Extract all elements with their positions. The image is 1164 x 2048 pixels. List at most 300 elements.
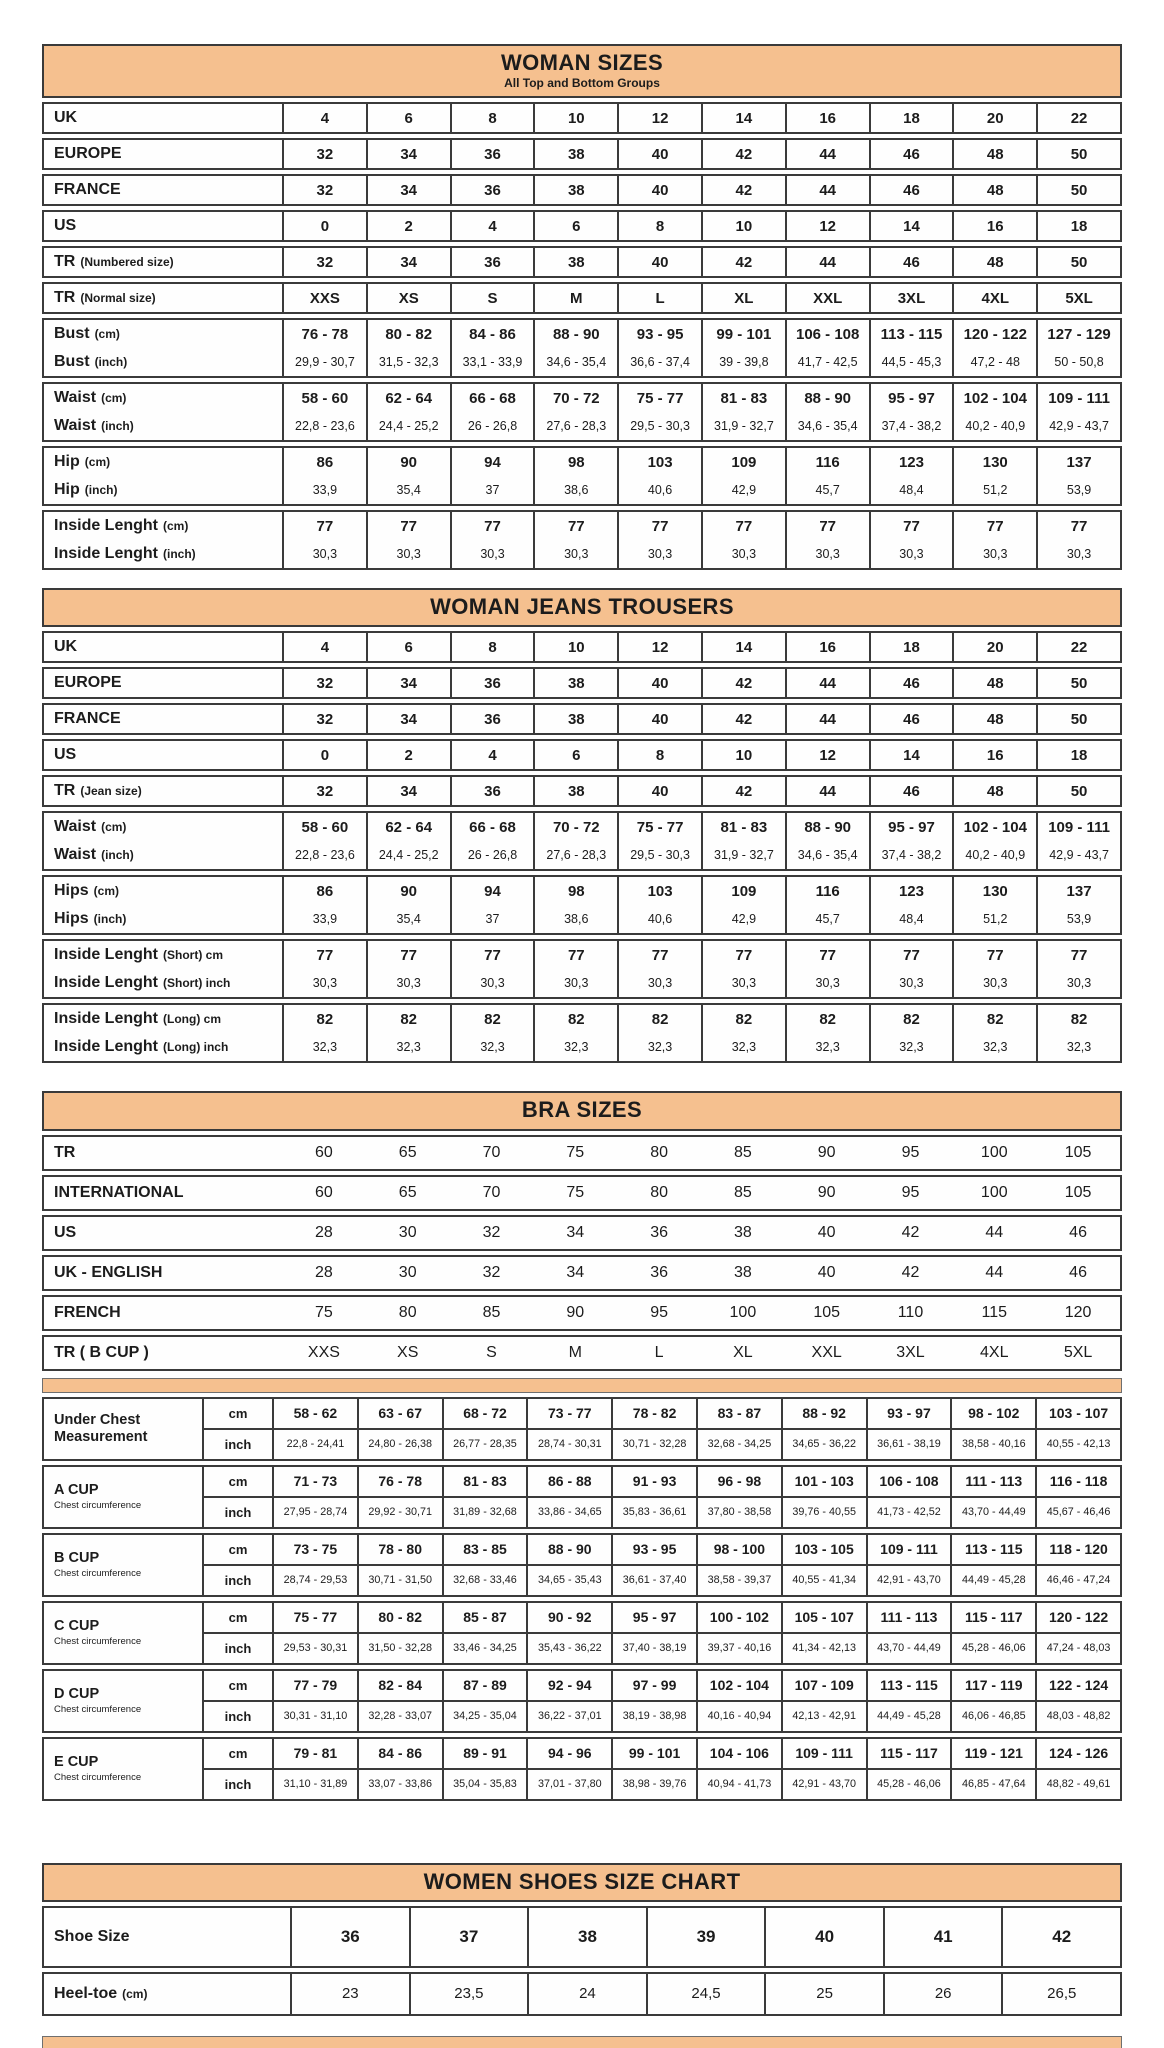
size-cell: 120 - 122 <box>952 320 1036 348</box>
size-cell: 10 <box>533 104 617 132</box>
size-cell: 115 <box>981 1303 1008 1321</box>
size-row-group <box>42 1003 1122 1063</box>
size-cell: 45,7 <box>785 476 869 504</box>
size-cell: 111 - 113 <box>950 1467 1035 1496</box>
row-label-text: Inside Lenght <box>54 517 158 535</box>
size-cell: 85 <box>733 1143 752 1161</box>
size-cell: 89 - 91 <box>442 1739 527 1768</box>
size-cell: 82 <box>1036 1005 1120 1033</box>
row-label-text: TR <box>54 782 76 800</box>
size-cell: 32 <box>282 669 366 697</box>
size-cell: 36,61 - 38,19 <box>866 1430 951 1459</box>
size-cell: 8 <box>617 212 701 240</box>
size-cell: 50 <box>1036 176 1120 204</box>
size-cell: 45,28 - 46,06 <box>866 1770 951 1799</box>
size-cell: 80 <box>650 1143 668 1161</box>
size-cell: 86 <box>282 448 366 476</box>
row-label-text: Bust <box>54 325 90 343</box>
cup-label <box>44 1671 202 1731</box>
size-row-group <box>42 1255 1122 1291</box>
size-cell: 16 <box>785 104 869 132</box>
row-label <box>44 140 282 168</box>
size-cell: 46 <box>869 248 953 276</box>
size-cell: 32,3 <box>701 1033 785 1061</box>
size-row-group <box>42 811 1122 871</box>
size-cell: 124 - 126 <box>1035 1739 1120 1768</box>
row-label-text: EUROPE <box>54 145 122 163</box>
size-cell: 28,74 - 30,31 <box>526 1430 611 1459</box>
row-label <box>44 412 282 440</box>
size-cell: 36 <box>650 1223 668 1241</box>
table-row <box>44 104 1120 132</box>
size-cell: 30,3 <box>450 540 534 568</box>
size-cell: 118 - 120 <box>1035 1535 1120 1564</box>
table-row <box>44 140 1120 168</box>
size-cell: 40 <box>617 140 701 168</box>
size-cell: 58 - 60 <box>282 813 366 841</box>
cup-row <box>202 1632 1120 1663</box>
size-cell: 30,31 - 31,10 <box>272 1702 357 1731</box>
bra-sizes-table <box>42 1091 1122 1800</box>
size-cell: 76 - 78 <box>282 320 366 348</box>
size-cell: 36 <box>450 777 534 805</box>
row-label-text: US <box>54 217 77 235</box>
size-cell: 40 <box>617 669 701 697</box>
row-label <box>44 1974 290 2014</box>
size-cell: 117 - 119 <box>950 1671 1035 1700</box>
size-cell: 58 - 62 <box>272 1399 357 1428</box>
size-cell: 32,3 <box>785 1033 869 1061</box>
size-cell: 98 <box>533 448 617 476</box>
size-cell: 48 <box>952 705 1036 733</box>
table-row <box>44 841 1120 869</box>
row-label-note: (inch) <box>94 355 128 370</box>
size-cell: 33,9 <box>282 476 366 504</box>
size-cell: 99 - 101 <box>611 1739 696 1768</box>
size-cell: 26 - 26,8 <box>450 412 534 440</box>
size-cell: 51,2 <box>952 905 1036 933</box>
cup-label <box>44 1399 202 1459</box>
row-label-note: (cm) <box>93 884 120 899</box>
size-cell: 30,3 <box>1036 969 1120 997</box>
size-cell: 40 <box>817 1223 836 1241</box>
table-row <box>44 476 1120 504</box>
size-cell: 80 - 82 <box>357 1603 442 1632</box>
cup-label-text: E CUP <box>54 1753 99 1770</box>
row-label-note: (cm) <box>94 327 120 342</box>
size-cell: 40 <box>617 705 701 733</box>
row-label <box>44 1908 290 1966</box>
size-cell: 86 <box>282 877 366 905</box>
size-cell: 44 <box>785 777 869 805</box>
size-cell: 97 - 99 <box>611 1671 696 1700</box>
size-cell: 30,3 <box>869 969 953 997</box>
size-cell: 42 <box>701 705 785 733</box>
row-label <box>44 284 282 312</box>
size-cell: 109 - 111 <box>1036 384 1120 412</box>
size-row-group <box>42 939 1122 999</box>
cup-sublabel: Chest circumference <box>54 1636 142 1648</box>
size-cell: XXS <box>282 284 366 312</box>
size-cell: 8 <box>450 633 534 661</box>
size-cell: 18 <box>869 104 953 132</box>
row-label <box>44 348 282 376</box>
size-cell: 103 - 105 <box>781 1535 866 1564</box>
size-cell: 44 <box>785 248 869 276</box>
row-label-text: Inside Lenght <box>54 545 158 563</box>
size-cell: 16 <box>785 633 869 661</box>
size-cell: 42 <box>701 669 785 697</box>
table-row <box>44 1137 1120 1169</box>
size-cell: 46,46 - 47,24 <box>1035 1566 1120 1595</box>
size-cell: 70 - 72 <box>533 813 617 841</box>
size-cell: 40 <box>817 1263 836 1281</box>
size-cell: 95 - 97 <box>869 813 953 841</box>
cup-row <box>202 1603 1120 1632</box>
size-cell: 6 <box>533 212 617 240</box>
row-label <box>44 448 282 476</box>
size-cell: 62 - 64 <box>366 813 450 841</box>
size-cell: 12 <box>617 104 701 132</box>
size-row-group <box>42 775 1122 807</box>
size-cell: 103 <box>617 448 701 476</box>
table-row <box>44 969 1120 997</box>
size-row-group <box>42 1335 1122 1371</box>
row-label <box>44 905 282 933</box>
row-label-text: UK <box>54 638 78 656</box>
size-cell: 91 - 93 <box>611 1467 696 1496</box>
size-cell: 23,5 <box>409 1974 528 2014</box>
size-cell: 38 <box>533 669 617 697</box>
size-cell: 48 <box>952 176 1036 204</box>
size-cell: 93 - 97 <box>866 1399 951 1428</box>
size-cell: 35,83 - 36,61 <box>611 1498 696 1527</box>
size-cell: 34,65 - 36,22 <box>781 1430 866 1459</box>
table-row <box>44 1033 1120 1061</box>
size-row-group <box>42 246 1122 278</box>
size-cell: 26 <box>883 1974 1002 2014</box>
size-cell: 34 <box>366 176 450 204</box>
bra-header <box>42 1091 1122 1130</box>
size-cell: 50 <box>1036 777 1120 805</box>
size-cell: 37,4 - 38,2 <box>869 841 953 869</box>
size-cell: 77 <box>533 941 617 969</box>
row-label <box>44 813 282 841</box>
size-cell: 30,3 <box>785 540 869 568</box>
row-label <box>44 248 282 276</box>
row-label <box>44 841 282 869</box>
row-label <box>44 877 282 905</box>
bra-cup-group <box>42 1397 1122 1461</box>
size-row-group <box>42 631 1122 663</box>
size-cell: 95 <box>901 1143 920 1161</box>
cup-row <box>202 1535 1120 1564</box>
size-cell: 82 <box>450 1005 534 1033</box>
unit-label: cm <box>202 1671 272 1700</box>
row-label-text: Hips <box>54 882 89 900</box>
cup-row <box>202 1399 1120 1428</box>
row-label-note: (cm) <box>163 519 189 534</box>
row-label <box>44 669 282 697</box>
size-cell: 82 <box>869 1005 953 1033</box>
row-label-note: (Normal size) <box>80 291 156 306</box>
size-cell: 18 <box>1036 741 1120 769</box>
size-cell: 18 <box>1036 212 1120 240</box>
jeans-trousers-table <box>42 588 1122 1063</box>
size-cell: 34 <box>366 705 450 733</box>
size-cell: 14 <box>701 633 785 661</box>
size-cell: 94 <box>450 877 534 905</box>
size-cell: 32,68 - 33,46 <box>442 1566 527 1595</box>
size-cell: 36 <box>450 705 534 733</box>
bra-cups-body <box>42 1397 1122 1801</box>
size-cell: 105 - 107 <box>781 1603 866 1632</box>
unit-label: inch <box>202 1430 272 1459</box>
size-cell: 90 <box>566 1303 585 1321</box>
size-cell: 37 <box>409 1908 528 1966</box>
size-cell: 40 <box>617 777 701 805</box>
size-cell: 77 <box>617 512 701 540</box>
table-row <box>44 540 1120 568</box>
size-cell: 31,9 - 32,7 <box>701 841 785 869</box>
table-row <box>44 320 1120 348</box>
size-cell: 70 - 72 <box>533 384 617 412</box>
size-cell: 105 <box>1064 1143 1092 1161</box>
size-cell: 14 <box>869 741 953 769</box>
size-cell: 130 <box>952 448 1036 476</box>
size-cell: 29,9 - 30,7 <box>282 348 366 376</box>
cup-sublabel: Chest circumference <box>54 1704 142 1716</box>
size-cell: 66 - 68 <box>450 813 534 841</box>
size-cell: 100 - 102 <box>696 1603 781 1632</box>
row-label-text: TR <box>54 1143 76 1161</box>
row-label <box>44 941 282 969</box>
size-row-group <box>42 703 1122 735</box>
unit-label: inch <box>202 1634 272 1663</box>
row-label-text: Inside Lenght <box>54 974 158 992</box>
size-cell: 94 - 96 <box>526 1739 611 1768</box>
row-label <box>44 1005 282 1033</box>
size-cell: 36,6 - 37,4 <box>617 348 701 376</box>
size-cell: 42,91 - 43,70 <box>866 1566 951 1595</box>
size-cell: 38 <box>533 176 617 204</box>
size-cell: 46 <box>869 705 953 733</box>
size-cell: 85 - 87 <box>442 1603 527 1632</box>
size-cell: 90 <box>366 877 450 905</box>
size-cell: 34,6 - 35,4 <box>785 412 869 440</box>
size-cell: 29,53 - 30,31 <box>272 1634 357 1663</box>
size-cell: 35,43 - 36,22 <box>526 1634 611 1663</box>
size-cell: 3XL <box>869 284 953 312</box>
cup-rows <box>202 1467 1120 1527</box>
size-row-group <box>42 739 1122 771</box>
size-cell: 116 <box>785 448 869 476</box>
size-cell: 90 - 92 <box>526 1603 611 1632</box>
table-row <box>44 941 1120 969</box>
size-cell: 22 <box>1036 104 1120 132</box>
size-cell: 42 <box>1001 1908 1120 1966</box>
size-cell: 34 <box>366 248 450 276</box>
size-cell: 95 - 97 <box>611 1603 696 1632</box>
size-cell: 36 <box>450 669 534 697</box>
row-label-text: TR <box>54 253 76 271</box>
size-cell: 10 <box>701 212 785 240</box>
size-cell: 8 <box>450 104 534 132</box>
size-cell: 109 <box>701 877 785 905</box>
size-cell: 98 - 100 <box>696 1535 781 1564</box>
size-cell: 37,80 - 38,58 <box>696 1498 781 1527</box>
size-cell: 93 - 95 <box>611 1535 696 1564</box>
size-cell: S <box>450 284 534 312</box>
row-label-text: Heel-toe <box>54 1984 118 2002</box>
size-cell: 34 <box>566 1263 585 1281</box>
unit-label: inch <box>202 1702 272 1731</box>
size-cell: 77 <box>1036 512 1120 540</box>
size-cell: 32,3 <box>952 1033 1036 1061</box>
size-cell: 44 <box>785 176 869 204</box>
size-cell: 42,91 - 43,70 <box>781 1770 866 1799</box>
size-cell: 25 <box>764 1974 883 2014</box>
size-cell: 102 - 104 <box>952 813 1036 841</box>
size-cell: 82 <box>533 1005 617 1033</box>
size-cell: 28 <box>315 1223 333 1241</box>
size-cell: 38,58 - 40,16 <box>950 1430 1035 1459</box>
size-cell: 32,28 - 33,07 <box>357 1702 442 1731</box>
size-cell: 36 <box>450 176 534 204</box>
cup-row <box>202 1739 1120 1768</box>
unit-label: inch <box>202 1566 272 1595</box>
row-label-text: Inside Lenght <box>54 1038 158 1056</box>
size-cell: 40,6 <box>617 476 701 504</box>
row-label-text: US <box>54 746 77 764</box>
size-row-group <box>42 1135 1122 1171</box>
cup-label <box>44 1467 202 1527</box>
size-cell: 36 <box>450 140 534 168</box>
size-cell: 116 <box>785 877 869 905</box>
bra-band-body <box>42 1135 1122 1371</box>
size-cell: 84 - 86 <box>450 320 534 348</box>
size-cell: 100 <box>980 1183 1008 1201</box>
size-cell: 40,2 - 40,9 <box>952 412 1036 440</box>
size-cell: 30,3 <box>366 540 450 568</box>
cup-label-text: A CUP <box>54 1481 99 1498</box>
size-cell: 26,5 <box>1001 1974 1120 2014</box>
size-cell: 77 <box>617 941 701 969</box>
size-cell: 90 <box>366 448 450 476</box>
size-cell: 38 <box>527 1908 646 1966</box>
woman-sizes-header <box>42 44 1122 98</box>
size-cell: 68 - 72 <box>442 1399 527 1428</box>
row-label-text: EUROPE <box>54 674 122 692</box>
size-row-group <box>42 875 1122 935</box>
size-cell: 109 - 111 <box>1036 813 1120 841</box>
table-row <box>44 633 1120 661</box>
size-cell: 38,58 - 39,37 <box>696 1566 781 1595</box>
size-cell: 42,9 <box>701 905 785 933</box>
size-cell: 32 <box>282 705 366 733</box>
size-cell: 46,06 - 46,85 <box>950 1702 1035 1731</box>
size-cell: L <box>654 1343 664 1361</box>
size-cell: 36 <box>650 1263 668 1281</box>
size-cell: 36 <box>290 1908 409 1966</box>
size-cell: XXL <box>811 1343 842 1361</box>
size-cell: 82 <box>366 1005 450 1033</box>
row-label <box>44 176 282 204</box>
jeans-header <box>42 588 1122 627</box>
size-cell: 44,49 - 45,28 <box>866 1702 951 1731</box>
size-cell: 24,4 - 25,2 <box>366 841 450 869</box>
size-cell: 40 <box>764 1908 883 1966</box>
size-cell: 30 <box>398 1263 417 1281</box>
size-cell: 36,22 - 37,01 <box>526 1702 611 1731</box>
size-cell: 30,3 <box>617 540 701 568</box>
size-cell: 30,3 <box>1036 540 1120 568</box>
size-cell: 123 <box>869 448 953 476</box>
shoes-body <box>42 1906 1122 2016</box>
size-cell: 4 <box>282 633 366 661</box>
size-cell: 109 - 111 <box>781 1739 866 1768</box>
size-cell: 38 <box>533 140 617 168</box>
size-cell: 33,46 - 34,25 <box>442 1634 527 1663</box>
size-cell: 31,9 - 32,7 <box>701 412 785 440</box>
size-cell: 88 - 90 <box>785 813 869 841</box>
size-cell: 109 - 111 <box>866 1535 951 1564</box>
row-label-note: (inch) <box>163 547 196 562</box>
size-cell: 60 <box>315 1183 333 1201</box>
size-cell: 30,71 - 32,28 <box>611 1430 696 1459</box>
size-cell: 8 <box>617 741 701 769</box>
size-cell: 30,3 <box>617 969 701 997</box>
row-label <box>44 540 282 568</box>
row-label-note: (Jean size) <box>80 784 142 799</box>
size-cell: 53,9 <box>1036 905 1120 933</box>
size-cell: 42,9 - 43,7 <box>1036 841 1120 869</box>
size-cell: 16 <box>952 741 1036 769</box>
cup-row <box>202 1671 1120 1700</box>
row-label <box>44 1033 282 1061</box>
size-cell: 41,7 - 42,5 <box>785 348 869 376</box>
row-label <box>44 512 282 540</box>
size-cell: 137 <box>1036 877 1120 905</box>
size-cell: 120 <box>1064 1303 1092 1321</box>
table-row <box>44 1005 1120 1033</box>
size-cell: 48,4 <box>869 476 953 504</box>
size-cell: 48 <box>952 248 1036 276</box>
size-cell: 73 - 77 <box>526 1399 611 1428</box>
size-cell: 28 <box>315 1263 333 1281</box>
shoes-title: WOMEN SHOES SIZE CHART <box>423 1868 741 1894</box>
size-cell: 42 <box>901 1263 920 1281</box>
size-cell: 44 <box>985 1263 1004 1281</box>
size-cell: 66 - 68 <box>450 384 534 412</box>
size-cell: 88 - 90 <box>785 384 869 412</box>
size-cell: 75 - 77 <box>617 384 701 412</box>
cup-label <box>44 1739 202 1799</box>
size-cell: 75 - 77 <box>272 1603 357 1632</box>
size-cell: 29,92 - 30,71 <box>357 1498 442 1527</box>
size-cell: 33,07 - 33,86 <box>357 1770 442 1799</box>
unit-label: cm <box>202 1603 272 1632</box>
size-cell: XL <box>733 1343 753 1361</box>
table-row <box>44 248 1120 276</box>
cup-label-text: Under Chest Measurement <box>54 1411 148 1445</box>
size-cell: 103 - 107 <box>1035 1399 1120 1428</box>
size-cell: 10 <box>533 633 617 661</box>
size-cell: 37,4 - 38,2 <box>869 412 953 440</box>
size-cell: 80 - 82 <box>366 320 450 348</box>
size-cell: 32,3 <box>533 1033 617 1061</box>
row-label <box>44 1257 282 1289</box>
